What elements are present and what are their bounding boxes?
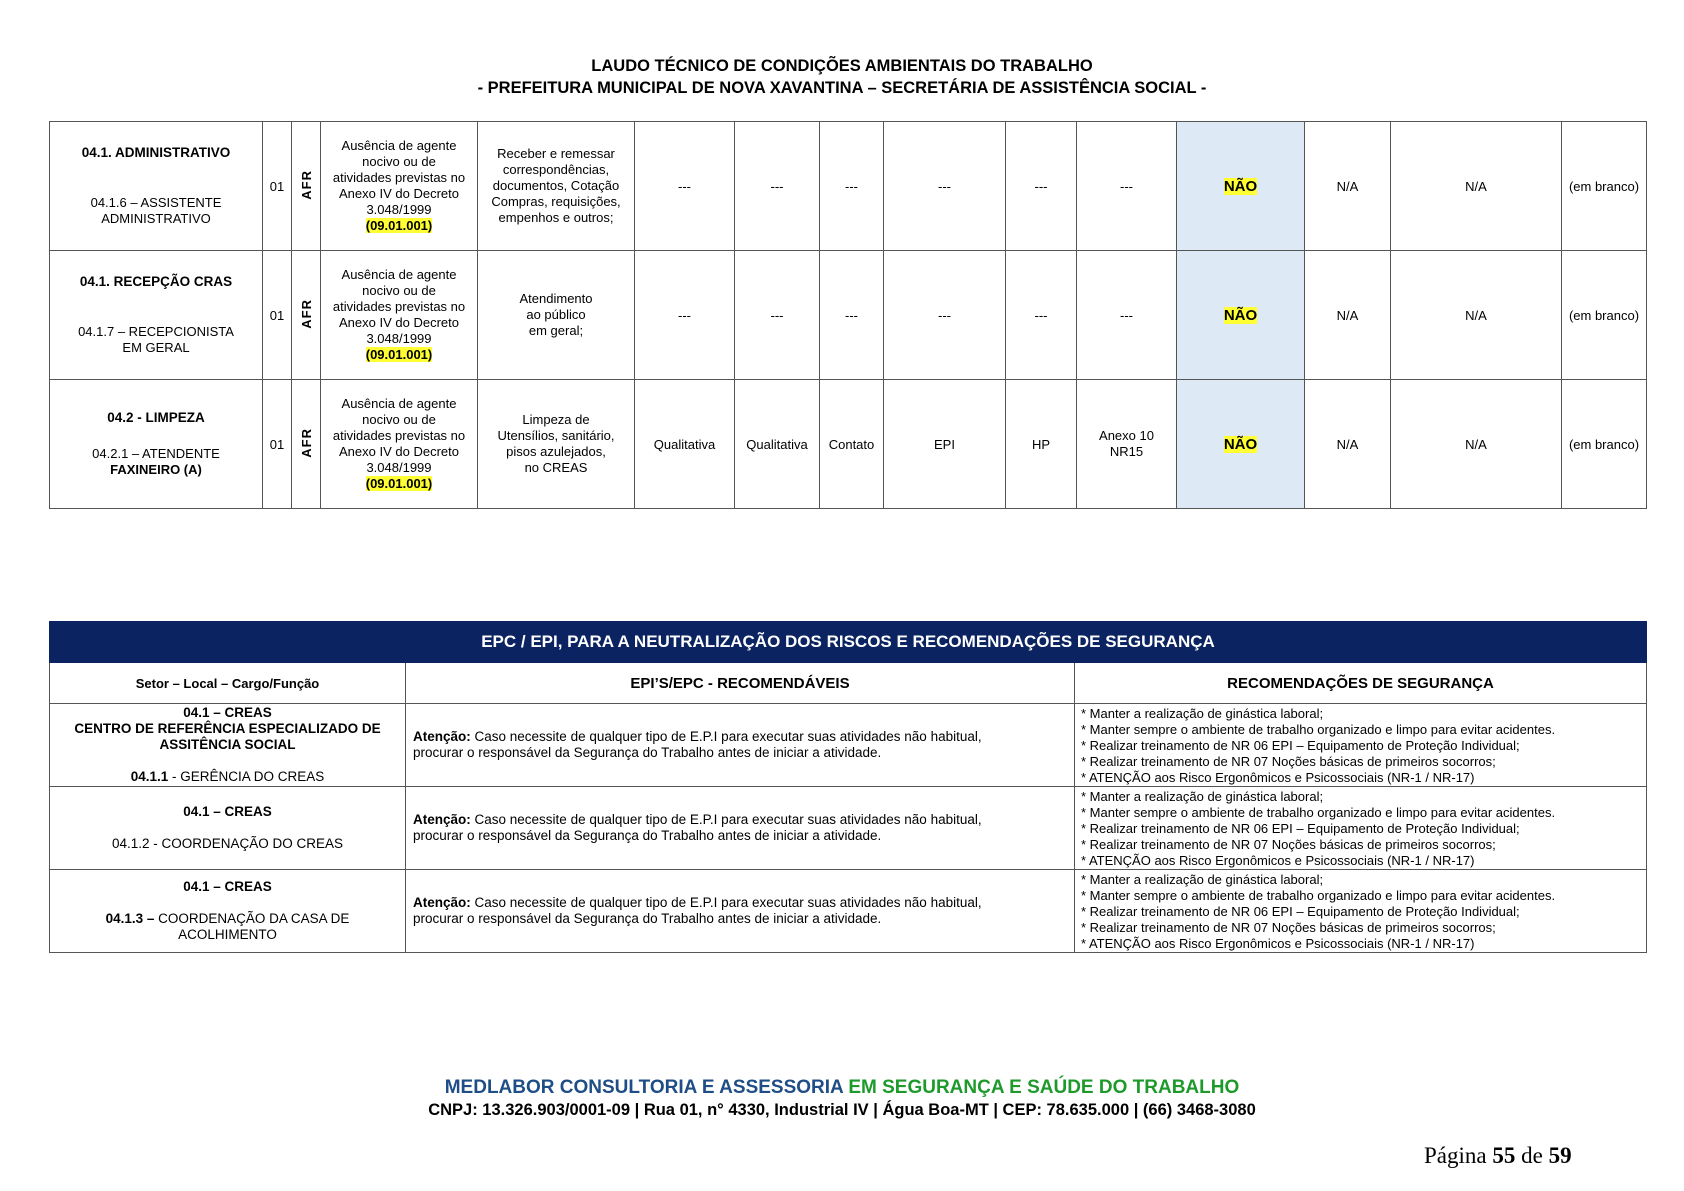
annex-line: Anexo 10 xyxy=(1099,428,1154,443)
epi-table xyxy=(49,621,1647,953)
recommendation-item: * Realizar treinamento de NR 06 EPI – Equipamento de Proteção Individual; xyxy=(1081,738,1520,753)
recommendation-item: * Manter sempre o ambiente de trabalho organizado e limpo para evitar acidentes. xyxy=(1081,888,1556,903)
agent-line: nocivo ou de xyxy=(362,154,436,169)
recommendation-item: * ATENÇÃO aos Risco Ergonômicos e Psicossociais (NR-1 / NR-17) xyxy=(1081,936,1475,951)
role-name: 04.1.2 - COORDENAÇÃO DO CREAS xyxy=(111,836,344,851)
cell-value: Qualitativa xyxy=(635,380,735,509)
cell-value: N/A xyxy=(1305,380,1391,509)
cell-value: Qualitativa xyxy=(735,380,820,509)
cell-value: (em branco) xyxy=(1562,122,1647,251)
cell-value: N/A xyxy=(1391,251,1562,380)
role-line: 04.1.7 – RECEPCIONISTA xyxy=(78,324,234,339)
attention-label: Atenção: xyxy=(413,895,471,910)
activity-line: Utensílios, sanitário, xyxy=(497,428,615,443)
agent-cell xyxy=(321,380,478,509)
cell-value: HP xyxy=(1006,380,1077,509)
count-cell: 01 xyxy=(263,380,292,509)
role-name: ACOLHIMENTO xyxy=(178,927,277,942)
attention-cell xyxy=(406,870,1075,953)
cell-value: --- xyxy=(884,251,1006,380)
agent-line: Anexo IV do Decreto xyxy=(339,444,459,459)
agent-line: Anexo IV do Decreto xyxy=(339,315,459,330)
agent-line: 3.048/1999 xyxy=(366,202,432,217)
footer-address: CNPJ: 13.326.903/0001-09 | Rua 01, n° 4330, Industrial IV | Água Boa-MT | CEP: 78.635.000 | (66) 3468-3080 xyxy=(428,1101,1256,1119)
recommendation-item: * Realizar treinamento de NR 07 Noções básicas de primeiros socorros; xyxy=(1081,754,1496,769)
document-subtitle: - PREFEITURA MUNICIPAL DE NOVA XAVANTINA – SECRETÁRIA DE ASSISTÊNCIA SOCIAL - xyxy=(477,79,1207,97)
recommendation-item: * Manter a realização de ginástica laboral; xyxy=(1081,872,1324,887)
page-current: 55 xyxy=(1492,1143,1516,1168)
epi-row xyxy=(50,870,1647,953)
activity-cell xyxy=(478,251,635,380)
recommendation-item: * Realizar treinamento de NR 06 EPI – Equipamento de Proteção Individual; xyxy=(1081,821,1520,836)
risk-row xyxy=(50,122,1647,251)
recommendation-item: * ATENÇÃO aos Risco Ergonômicos e Psicossociais (NR-1 / NR-17) xyxy=(1081,853,1475,868)
cell-value: --- xyxy=(635,122,735,251)
agent-line: Ausência de agente xyxy=(341,396,457,411)
epi-banner: EPC / EPI, PARA A NEUTRALIZAÇÃO DOS RISCOS E RECOMENDAÇÕES DE SEGURANÇA xyxy=(50,622,1647,663)
activity-line: Compras, requisições, xyxy=(491,194,621,209)
company-tagline: EM SEGURANÇA E SAÚDE DO TRABALHO xyxy=(843,1077,1240,1098)
code-label: AFR xyxy=(298,169,314,200)
nao-cell xyxy=(1177,122,1305,251)
page-label: Página xyxy=(1424,1143,1487,1168)
attention-text: procurar o responsável da Segurança do Trabalho antes de iniciar a atividade. xyxy=(413,828,882,843)
nao-cell xyxy=(1177,380,1305,509)
agent-line: nocivo ou de xyxy=(362,412,436,427)
role-line: ADMINISTRATIVO xyxy=(101,211,211,226)
footer-company xyxy=(0,1077,1684,1099)
role-line: EM GERAL xyxy=(122,340,190,355)
activity-line: Atendimento xyxy=(519,291,593,306)
agent-code: (09.01.001) xyxy=(365,476,433,491)
nao-badge: NÃO xyxy=(1223,306,1258,324)
recommendation-item: * Manter sempre o ambiente de trabalho organizado e limpo para evitar acidentes. xyxy=(1081,805,1556,820)
agent-line: nocivo ou de xyxy=(362,283,436,298)
activity-line: pisos azulejados, xyxy=(506,444,606,459)
role-line: 04.1.6 – ASSISTENTE xyxy=(90,195,222,210)
recommendation-item: * Realizar treinamento de NR 07 Noções básicas de primeiros socorros; xyxy=(1081,837,1496,852)
code-cell xyxy=(292,122,321,251)
cell-value: --- xyxy=(820,122,884,251)
agent-code: (09.01.001) xyxy=(365,218,433,233)
recommendation-item: * Manter a realização de ginástica laboral; xyxy=(1081,706,1324,721)
annex-line: NR15 xyxy=(1109,444,1144,459)
column-header: Setor – Local – Cargo/Função xyxy=(50,663,406,704)
sector-title: 04.1. ADMINISTRATIVO xyxy=(81,145,231,160)
activity-line: Limpeza de xyxy=(522,412,590,427)
attention-cell xyxy=(406,704,1075,787)
attention-text: Caso necessite de qualquer tipo de E.P.I para executar suas atividades não habitual, xyxy=(470,812,982,827)
cell-value: --- xyxy=(735,122,820,251)
activity-line: documentos, Cotação xyxy=(492,178,620,193)
cell-value: N/A xyxy=(1305,122,1391,251)
sector-cell xyxy=(50,251,263,380)
agent-line: Anexo IV do Decreto xyxy=(339,186,459,201)
epi-row xyxy=(50,787,1647,870)
agent-line: atividades previstas no xyxy=(332,428,466,443)
cell-value: --- xyxy=(635,251,735,380)
cell-value: Contato xyxy=(820,380,884,509)
code-cell xyxy=(292,380,321,509)
sector-cell xyxy=(50,787,406,870)
risk-row xyxy=(50,380,1647,509)
nao-cell xyxy=(1177,251,1305,380)
activity-line: empenhos e outros; xyxy=(498,210,614,225)
agent-cell xyxy=(321,251,478,380)
cell-value: (em branco) xyxy=(1562,251,1647,380)
code-label: AFR xyxy=(298,427,314,458)
role-line: FAXINEIRO (A) xyxy=(110,462,202,477)
cell-value: N/A xyxy=(1391,380,1562,509)
column-header: RECOMENDAÇÕES DE SEGURANÇA xyxy=(1075,663,1647,704)
cell-value: --- xyxy=(735,251,820,380)
risk-table xyxy=(49,121,1647,509)
agent-line: Ausência de agente xyxy=(341,138,457,153)
role-line: 04.2.1 – ATENDENTE xyxy=(92,446,220,461)
code-cell xyxy=(292,251,321,380)
sector-title: 04.1 – CREAS xyxy=(183,705,272,720)
sector-cell xyxy=(50,704,406,787)
attention-text: Caso necessite de qualquer tipo de E.P.I para executar suas atividades não habitual, xyxy=(470,729,982,744)
agent-cell xyxy=(321,122,478,251)
agent-code: (09.01.001) xyxy=(365,347,433,362)
attention-text: procurar o responsável da Segurança do Trabalho antes de iniciar a atividade. xyxy=(413,911,882,926)
attention-text: procurar o responsável da Segurança do Trabalho antes de iniciar a atividade. xyxy=(413,745,882,760)
activity-line: correspondências, xyxy=(502,162,610,177)
role-code: 04.1.1 xyxy=(130,769,169,784)
activity-cell xyxy=(478,380,635,509)
count-cell: 01 xyxy=(263,251,292,380)
column-header: EPI’S/EPC - RECOMENDÁVEIS xyxy=(406,663,1075,704)
sector-title: 04.1 – CREAS xyxy=(183,804,272,819)
agent-line: 3.048/1999 xyxy=(366,331,432,346)
epi-row xyxy=(50,704,1647,787)
sector-cell xyxy=(50,870,406,953)
recommendation-item: * Realizar treinamento de NR 06 EPI – Equipamento de Proteção Individual; xyxy=(1081,904,1520,919)
recommendation-item: * Manter a realização de ginástica laboral; xyxy=(1081,789,1324,804)
attention-label: Atenção: xyxy=(413,729,471,744)
page-number xyxy=(1424,1143,1572,1169)
agent-line: atividades previstas no xyxy=(332,170,466,185)
nao-badge: NÃO xyxy=(1223,177,1258,195)
count-cell: 01 xyxy=(263,122,292,251)
recommendations-cell xyxy=(1075,787,1647,870)
page-total: 59 xyxy=(1548,1143,1572,1168)
sector-subtitle: ASSITÊNCIA SOCIAL xyxy=(159,737,296,752)
activity-cell xyxy=(478,122,635,251)
document-title: LAUDO TÉCNICO DE CONDIÇÕES AMBIENTAIS DO TRABALHO xyxy=(591,57,1093,75)
cell-value: --- xyxy=(820,251,884,380)
cell-value: --- xyxy=(1006,251,1077,380)
cell-value: (em branco) xyxy=(1562,380,1647,509)
company-name: MEDLABOR CONSULTORIA E ASSESSORIA xyxy=(444,1077,844,1098)
recommendation-item: * ATENÇÃO aos Risco Ergonômicos e Psicossociais (NR-1 / NR-17) xyxy=(1081,770,1475,785)
attention-label: Atenção: xyxy=(413,812,471,827)
recommendations-cell xyxy=(1075,704,1647,787)
cell-value: --- xyxy=(1006,122,1077,251)
activity-line: ao público xyxy=(526,307,586,322)
role-name: COORDENAÇÃO DA CASA DE xyxy=(154,911,350,926)
sector-cell xyxy=(50,380,263,509)
recommendation-item: * Realizar treinamento de NR 07 Noções básicas de primeiros socorros; xyxy=(1081,920,1496,935)
code-label: AFR xyxy=(298,298,314,329)
activity-line: no CREAS xyxy=(524,460,588,475)
sector-title: 04.2 - LIMPEZA xyxy=(107,410,205,425)
cell-value xyxy=(1077,380,1177,509)
attention-cell xyxy=(406,787,1075,870)
recommendations-cell xyxy=(1075,870,1647,953)
attention-text: Caso necessite de qualquer tipo de E.P.I para executar suas atividades não habitual, xyxy=(470,895,982,910)
role-name: - GERÊNCIA DO CREAS xyxy=(168,769,325,784)
role-code: 04.1.3 – xyxy=(105,911,155,926)
activity-line: em geral; xyxy=(528,323,584,338)
cell-value: N/A xyxy=(1391,122,1562,251)
cell-value: --- xyxy=(1077,251,1177,380)
cell-value: --- xyxy=(1077,122,1177,251)
agent-line: atividades previstas no xyxy=(332,299,466,314)
sector-title: 04.1 – CREAS xyxy=(183,879,272,894)
sector-subtitle: CENTRO DE REFERÊNCIA ESPECIALIZADO DE xyxy=(74,721,381,736)
sector-cell xyxy=(50,122,263,251)
page-sep: de xyxy=(1521,1143,1543,1168)
cell-value: N/A xyxy=(1305,251,1391,380)
recommendation-item: * Manter sempre o ambiente de trabalho organizado e limpo para evitar acidentes. xyxy=(1081,722,1556,737)
agent-line: 3.048/1999 xyxy=(366,460,432,475)
risk-row xyxy=(50,251,1647,380)
cell-value: EPI xyxy=(884,380,1006,509)
sector-title: 04.1. RECEPÇÃO CRAS xyxy=(79,274,233,289)
nao-badge: NÃO xyxy=(1223,435,1258,453)
agent-line: Ausência de agente xyxy=(341,267,457,282)
cell-value: --- xyxy=(884,122,1006,251)
activity-line: Receber e remessar xyxy=(497,146,615,161)
